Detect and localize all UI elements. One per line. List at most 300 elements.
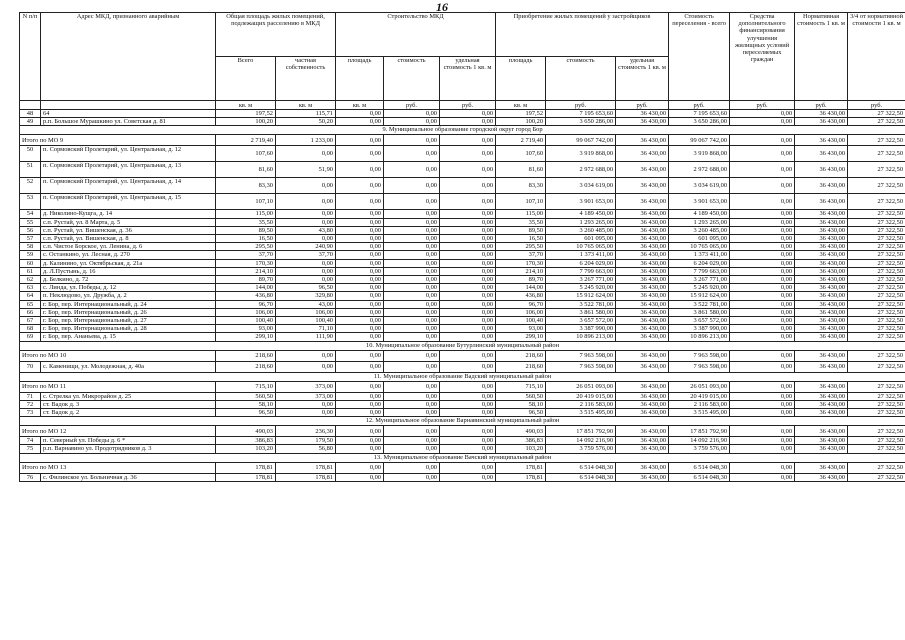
value-cell: 27 322,50 xyxy=(848,267,905,275)
value-cell: 99 067 742,00 xyxy=(546,135,616,146)
value-cell: 0,00 xyxy=(276,218,336,226)
value-cell: 0,00 xyxy=(336,409,384,417)
value-cell: 218,60 xyxy=(216,361,276,372)
table-row xyxy=(20,194,905,210)
value-cell: 27 322,50 xyxy=(848,409,905,417)
table-body xyxy=(20,110,905,482)
value-cell: 36 430,00 xyxy=(795,267,848,275)
header-area-private: частная собственность xyxy=(276,57,336,101)
value-cell: 27 322,50 xyxy=(848,437,905,445)
units-row xyxy=(20,101,905,110)
value-cell: 27 322,50 xyxy=(848,292,905,300)
value-cell: 58,10 xyxy=(496,400,546,408)
value-cell: 27 322,50 xyxy=(848,462,905,473)
value-cell: 0,00 xyxy=(384,276,440,284)
value-cell: 36 430,00 xyxy=(795,473,848,481)
value-cell: 36 430,00 xyxy=(616,235,669,243)
row-address: 64 xyxy=(41,110,216,118)
header-total-area: Общая площадь жилых помещений, подлежащих расселению в МКД xyxy=(216,13,336,57)
value-cell: 36 430,00 xyxy=(616,146,669,162)
value-cell: 0,00 xyxy=(276,267,336,275)
value-cell: 0,00 xyxy=(336,437,384,445)
value-cell: 0,00 xyxy=(336,333,384,341)
value-cell: 56,80 xyxy=(276,445,336,453)
row-number: 58 xyxy=(20,243,41,251)
value-cell: 0,00 xyxy=(384,259,440,267)
value-cell: 81,60 xyxy=(496,162,546,178)
value-cell: 0,00 xyxy=(336,276,384,284)
value-cell: 0,00 xyxy=(336,118,384,126)
value-cell: 0,00 xyxy=(730,409,795,417)
value-cell: 3 657 572,00 xyxy=(546,317,616,325)
value-cell: 0,00 xyxy=(440,300,496,308)
row-address: п. Неклюдово, ул. Дружба, д. 2 xyxy=(41,292,216,300)
value-cell: 36 430,00 xyxy=(616,194,669,210)
value-cell: 6 204 029,00 xyxy=(546,259,616,267)
value-cell: 0,00 xyxy=(440,333,496,341)
value-cell: 0,00 xyxy=(440,194,496,210)
row-number: 57 xyxy=(20,235,41,243)
value-cell: 36 430,00 xyxy=(795,325,848,333)
value-cell: 26 051 093,00 xyxy=(669,381,730,392)
value-cell: 3 861 580,00 xyxy=(669,308,730,316)
subtotal-label: Итого по МО 9 xyxy=(20,135,216,146)
row-number: 51 xyxy=(20,162,41,178)
value-cell: 560,50 xyxy=(496,392,546,400)
value-cell: 0,00 xyxy=(276,361,336,372)
row-address: с. Каменищи, ул. Молодежная, д. 40а xyxy=(41,361,216,372)
value-cell: 214,10 xyxy=(496,267,546,275)
value-cell: 3 034 619,00 xyxy=(546,178,616,194)
value-cell: 0,00 xyxy=(384,437,440,445)
table-row xyxy=(20,445,905,453)
value-cell: 1 373 411,00 xyxy=(546,251,616,259)
value-cell: 36 430,00 xyxy=(795,409,848,417)
value-cell: 36 430,00 xyxy=(795,462,848,473)
value-cell: 0,00 xyxy=(730,392,795,400)
value-cell: 3 387 990,00 xyxy=(669,325,730,333)
value-cell: 178,81 xyxy=(276,473,336,481)
value-cell: 83,30 xyxy=(496,178,546,194)
value-cell: 35,50 xyxy=(216,218,276,226)
row-number: 55 xyxy=(20,218,41,226)
value-cell: 0,00 xyxy=(730,276,795,284)
row-number: 65 xyxy=(20,300,41,308)
value-cell: 27 322,50 xyxy=(848,162,905,178)
value-cell: 36 430,00 xyxy=(795,178,848,194)
value-cell: 0,00 xyxy=(336,110,384,118)
value-cell: 0,00 xyxy=(336,426,384,437)
value-cell: 106,00 xyxy=(496,308,546,316)
value-cell: 36 430,00 xyxy=(616,292,669,300)
value-cell: 715,10 xyxy=(216,381,276,392)
value-cell: 0,00 xyxy=(440,276,496,284)
value-cell: 0,00 xyxy=(384,226,440,234)
value-cell: 1 233,00 xyxy=(276,135,336,146)
table-row xyxy=(20,437,905,445)
value-cell: 3 650 286,00 xyxy=(546,118,616,126)
value-cell: 3 034 619,00 xyxy=(669,178,730,194)
value-cell: 36 430,00 xyxy=(795,162,848,178)
value-cell: 0,00 xyxy=(730,118,795,126)
value-cell: 7 195 653,60 xyxy=(669,110,730,118)
value-cell: 0,00 xyxy=(336,325,384,333)
row-address: с. Останкино, ул. Лесная, д. 270 xyxy=(41,251,216,259)
value-cell: 27 322,50 xyxy=(848,392,905,400)
table-row xyxy=(20,473,905,481)
header-additional-funding: Средства дополнительного финансирования улучшения жилищных условий переселяемых граждан xyxy=(730,13,795,101)
table-row xyxy=(20,409,905,417)
table-row xyxy=(20,392,905,400)
table-row xyxy=(20,162,905,178)
value-cell: 295,50 xyxy=(496,243,546,251)
row-number: 48 xyxy=(20,110,41,118)
value-cell: 0,00 xyxy=(384,462,440,473)
value-cell: 36 430,00 xyxy=(795,259,848,267)
row-number: 67 xyxy=(20,317,41,325)
value-cell: 15 912 624,00 xyxy=(546,292,616,300)
value-cell: 17 851 792,90 xyxy=(669,426,730,437)
value-cell: 0,00 xyxy=(440,445,496,453)
value-cell: 27 322,50 xyxy=(848,445,905,453)
value-cell: 36 430,00 xyxy=(616,361,669,372)
value-cell: 10 896 213,00 xyxy=(546,333,616,341)
header-purch-cost: стоимость xyxy=(546,57,616,101)
value-cell: 0,00 xyxy=(384,194,440,210)
value-cell: 0,00 xyxy=(276,178,336,194)
value-cell: 115,71 xyxy=(276,110,336,118)
value-cell: 3 919 868,00 xyxy=(546,146,616,162)
value-cell: 0,00 xyxy=(730,333,795,341)
header-norm-cost: Нормативная стоимость 1 кв. м xyxy=(795,13,848,101)
value-cell: 214,10 xyxy=(216,267,276,275)
value-cell: 10 765 065,00 xyxy=(546,243,616,251)
value-cell: 36 430,00 xyxy=(616,210,669,218)
value-cell: 299,10 xyxy=(216,333,276,341)
value-cell: 2 972 688,00 xyxy=(669,162,730,178)
value-cell: 37,70 xyxy=(496,251,546,259)
row-address: с.п. Чистое Борское, ул. Ленина, д. 6 xyxy=(41,243,216,251)
value-cell: 36 430,00 xyxy=(795,210,848,218)
value-cell: 7 799 663,00 xyxy=(546,267,616,275)
value-cell: 0,00 xyxy=(384,235,440,243)
value-cell: 0,00 xyxy=(730,361,795,372)
value-cell: 100,40 xyxy=(216,317,276,325)
value-cell: 36 430,00 xyxy=(795,445,848,453)
value-cell: 0,00 xyxy=(440,218,496,226)
value-cell: 490,03 xyxy=(496,426,546,437)
value-cell: 36 430,00 xyxy=(616,409,669,417)
unit-cell: кв. м xyxy=(216,101,276,110)
value-cell: 103,20 xyxy=(216,445,276,453)
value-cell: 0,00 xyxy=(384,445,440,453)
row-number: 56 xyxy=(20,226,41,234)
value-cell: 0,00 xyxy=(730,162,795,178)
value-cell: 36 430,00 xyxy=(616,350,669,361)
value-cell: 43,80 xyxy=(276,226,336,234)
header-purch-unit: удельная стоимость 1 кв. м xyxy=(616,57,669,101)
value-cell: 20 419 015,00 xyxy=(669,392,730,400)
value-cell: 0,00 xyxy=(440,178,496,194)
value-cell: 36 430,00 xyxy=(795,218,848,226)
section-heading-row xyxy=(20,417,905,426)
value-cell: 36 430,00 xyxy=(616,178,669,194)
value-cell: 0,00 xyxy=(336,381,384,392)
value-cell: 0,00 xyxy=(384,361,440,372)
value-cell: 36 430,00 xyxy=(616,218,669,226)
value-cell: 0,00 xyxy=(336,300,384,308)
value-cell: 0,00 xyxy=(730,194,795,210)
value-cell: 2 116 583,00 xyxy=(669,400,730,408)
table-row xyxy=(20,178,905,194)
value-cell: 36 430,00 xyxy=(795,392,848,400)
value-cell: 218,60 xyxy=(496,350,546,361)
value-cell: 96,50 xyxy=(216,409,276,417)
value-cell: 0,00 xyxy=(336,308,384,316)
value-cell: 4 189 450,00 xyxy=(546,210,616,218)
value-cell: 3 657 572,00 xyxy=(669,317,730,325)
value-cell: 27 322,50 xyxy=(848,218,905,226)
value-cell: 36 430,00 xyxy=(616,317,669,325)
value-cell: 373,00 xyxy=(276,392,336,400)
row-address: с. Стрелка ул. Микрорайон д. 25 xyxy=(41,392,216,400)
value-cell: 0,00 xyxy=(440,350,496,361)
value-cell: 36 430,00 xyxy=(616,118,669,126)
value-cell: 0,00 xyxy=(730,445,795,453)
value-cell: 0,00 xyxy=(384,218,440,226)
subtotal-label: Итого по МО 12 xyxy=(20,426,216,437)
row-address: д. Белкино, д. 72 xyxy=(41,276,216,284)
value-cell: 36 430,00 xyxy=(795,350,848,361)
value-cell: 0,00 xyxy=(276,146,336,162)
value-cell: 36 430,00 xyxy=(616,445,669,453)
value-cell: 197,52 xyxy=(216,110,276,118)
subtotal-label: Итого по МО 11 xyxy=(20,381,216,392)
value-cell: 0,00 xyxy=(730,473,795,481)
value-cell: 0,00 xyxy=(440,162,496,178)
value-cell: 0,00 xyxy=(440,400,496,408)
table-row xyxy=(20,308,905,316)
value-cell: 0,00 xyxy=(384,333,440,341)
value-cell: 36 430,00 xyxy=(795,251,848,259)
header-n: N п/п xyxy=(20,13,41,101)
value-cell: 36 430,00 xyxy=(616,325,669,333)
value-cell: 6 514 048,30 xyxy=(546,473,616,481)
value-cell: 14 092 216,90 xyxy=(669,437,730,445)
value-cell: 0,00 xyxy=(336,259,384,267)
value-cell: 27 322,50 xyxy=(848,243,905,251)
value-cell: 436,80 xyxy=(496,292,546,300)
value-cell: 0,00 xyxy=(730,110,795,118)
value-cell: 27 322,50 xyxy=(848,381,905,392)
row-address: п. Сормовский Пролетарий, ул. Центральная, д. 14 xyxy=(41,178,216,194)
value-cell: 3 919 868,00 xyxy=(669,146,730,162)
value-cell: 36 430,00 xyxy=(795,361,848,372)
table-row xyxy=(20,251,905,259)
value-cell: 0,00 xyxy=(276,194,336,210)
value-cell: 6 514 048,30 xyxy=(669,473,730,481)
row-address: с. Линда, ул. Победы, д. 12 xyxy=(41,284,216,292)
value-cell: 178,81 xyxy=(216,473,276,481)
value-cell: 0,00 xyxy=(276,210,336,218)
value-cell: 36 430,00 xyxy=(616,462,669,473)
value-cell: 51,90 xyxy=(276,162,336,178)
row-address: г. Бор, пер. Интернациональный, д. 27 xyxy=(41,317,216,325)
value-cell: 0,00 xyxy=(384,110,440,118)
table-row xyxy=(20,325,905,333)
row-number: 54 xyxy=(20,210,41,218)
value-cell: 3 260 485,00 xyxy=(669,226,730,234)
value-cell: 58,10 xyxy=(216,400,276,408)
row-number: 70 xyxy=(20,361,41,372)
subtotal-row xyxy=(20,381,905,392)
value-cell: 0,00 xyxy=(730,235,795,243)
value-cell: 27 322,50 xyxy=(848,400,905,408)
value-cell: 3 901 653,00 xyxy=(669,194,730,210)
value-cell: 0,00 xyxy=(730,462,795,473)
table-row xyxy=(20,118,905,126)
value-cell: 3 650 286,00 xyxy=(669,118,730,126)
row-address: ст. Вадок д. 3 xyxy=(41,400,216,408)
value-cell: 16,50 xyxy=(496,235,546,243)
value-cell: 27 322,50 xyxy=(848,308,905,316)
value-cell: 0,00 xyxy=(384,118,440,126)
header-purchase: Приобретение жилых помещений у застройщиков xyxy=(496,13,669,57)
subtotal-row xyxy=(20,350,905,361)
value-cell: 96,50 xyxy=(496,409,546,417)
value-cell: 36 430,00 xyxy=(795,146,848,162)
value-cell: 27 322,50 xyxy=(848,110,905,118)
value-cell: 0,00 xyxy=(336,400,384,408)
value-cell: 27 322,50 xyxy=(848,350,905,361)
value-cell: 299,10 xyxy=(496,333,546,341)
value-cell: 27 322,50 xyxy=(848,178,905,194)
value-cell: 0,00 xyxy=(336,361,384,372)
value-cell: 93,00 xyxy=(496,325,546,333)
table-row xyxy=(20,333,905,341)
value-cell: 0,00 xyxy=(730,317,795,325)
value-cell: 107,60 xyxy=(496,146,546,162)
value-cell: 0,00 xyxy=(384,210,440,218)
value-cell: 2 972 688,00 xyxy=(546,162,616,178)
row-address: с.п. Рустай, ул. 8 Марта, д. 5 xyxy=(41,218,216,226)
value-cell: 100,40 xyxy=(496,317,546,325)
value-cell: 0,00 xyxy=(730,308,795,316)
value-cell: 0,00 xyxy=(730,284,795,292)
table-row xyxy=(20,218,905,226)
value-cell: 436,80 xyxy=(216,292,276,300)
unit-cell: кв. м xyxy=(336,101,384,110)
value-cell: 178,81 xyxy=(216,462,276,473)
row-address: р.п. Большое Мурашкино ул. Советская д. 81 xyxy=(41,118,216,126)
row-number: 52 xyxy=(20,178,41,194)
row-number: 49 xyxy=(20,118,41,126)
value-cell: 10 896 213,00 xyxy=(669,333,730,341)
value-cell: 0,00 xyxy=(440,381,496,392)
value-cell: 179,50 xyxy=(276,437,336,445)
value-cell: 0,00 xyxy=(730,350,795,361)
value-cell: 7 963 598,00 xyxy=(546,350,616,361)
value-cell: 0,00 xyxy=(384,243,440,251)
value-cell: 178,81 xyxy=(276,462,336,473)
table-row xyxy=(20,361,905,372)
value-cell: 0,00 xyxy=(440,251,496,259)
value-cell: 0,00 xyxy=(730,381,795,392)
row-number: 68 xyxy=(20,325,41,333)
value-cell: 0,00 xyxy=(336,178,384,194)
value-cell: 329,80 xyxy=(276,292,336,300)
value-cell: 0,00 xyxy=(384,392,440,400)
value-cell: 36 430,00 xyxy=(795,118,848,126)
value-cell: 37,70 xyxy=(216,251,276,259)
value-cell: 0,00 xyxy=(730,178,795,194)
row-number: 50 xyxy=(20,146,41,162)
table-row xyxy=(20,300,905,308)
value-cell: 7 799 663,00 xyxy=(669,267,730,275)
unit-cell: руб. xyxy=(440,101,496,110)
value-cell: 0,00 xyxy=(336,292,384,300)
subtotal-row xyxy=(20,426,905,437)
value-cell: 601 095,00 xyxy=(546,235,616,243)
value-cell: 0,00 xyxy=(276,235,336,243)
value-cell: 0,00 xyxy=(336,226,384,234)
unit-cell: руб. xyxy=(848,101,905,110)
value-cell: 27 322,50 xyxy=(848,259,905,267)
value-cell: 0,00 xyxy=(440,267,496,275)
header-constr-area: площадь xyxy=(336,57,384,101)
value-cell: 36 430,00 xyxy=(616,473,669,481)
value-cell: 2 719,40 xyxy=(496,135,546,146)
row-number: 72 xyxy=(20,400,41,408)
value-cell: 0,00 xyxy=(730,210,795,218)
value-cell: 89,70 xyxy=(216,276,276,284)
value-cell: 27 322,50 xyxy=(848,317,905,325)
table-row xyxy=(20,235,905,243)
value-cell: 6 204 029,00 xyxy=(669,259,730,267)
value-cell: 0,00 xyxy=(440,437,496,445)
row-address: п. Северный ул. Победы д. 6 * xyxy=(41,437,216,445)
value-cell: 36 430,00 xyxy=(795,226,848,234)
value-cell: 93,00 xyxy=(216,325,276,333)
value-cell: 27 322,50 xyxy=(848,300,905,308)
table-row xyxy=(20,317,905,325)
value-cell: 0,00 xyxy=(440,259,496,267)
value-cell: 0,00 xyxy=(336,317,384,325)
value-cell: 36 430,00 xyxy=(795,317,848,325)
value-cell: 17 851 792,90 xyxy=(546,426,616,437)
header-address: Адрес МКД, признанного аварийным xyxy=(41,13,216,101)
value-cell: 2 116 583,00 xyxy=(546,400,616,408)
section-heading-row xyxy=(20,341,905,350)
value-cell: 386,83 xyxy=(216,437,276,445)
section-heading: 13. Муниципальное образование Вачский муниципальный район xyxy=(20,453,905,462)
table-row xyxy=(20,400,905,408)
value-cell: 7 963 598,00 xyxy=(669,350,730,361)
row-address: п. Сормовский Пролетарий, ул. Центральная, д. 15 xyxy=(41,194,216,210)
value-cell: 0,00 xyxy=(730,218,795,226)
value-cell: 36 430,00 xyxy=(795,400,848,408)
value-cell: 99 067 742,00 xyxy=(669,135,730,146)
value-cell: 0,00 xyxy=(384,350,440,361)
value-cell: 0,00 xyxy=(336,162,384,178)
value-cell: 36 430,00 xyxy=(795,235,848,243)
value-cell: 89,50 xyxy=(216,226,276,234)
value-cell: 89,70 xyxy=(496,276,546,284)
value-cell: 3 522 781,00 xyxy=(546,300,616,308)
row-address: п. Сормовский Пролетарий, ул. Центральная, д. 13 xyxy=(41,162,216,178)
table-row xyxy=(20,292,905,300)
value-cell: 83,30 xyxy=(216,178,276,194)
